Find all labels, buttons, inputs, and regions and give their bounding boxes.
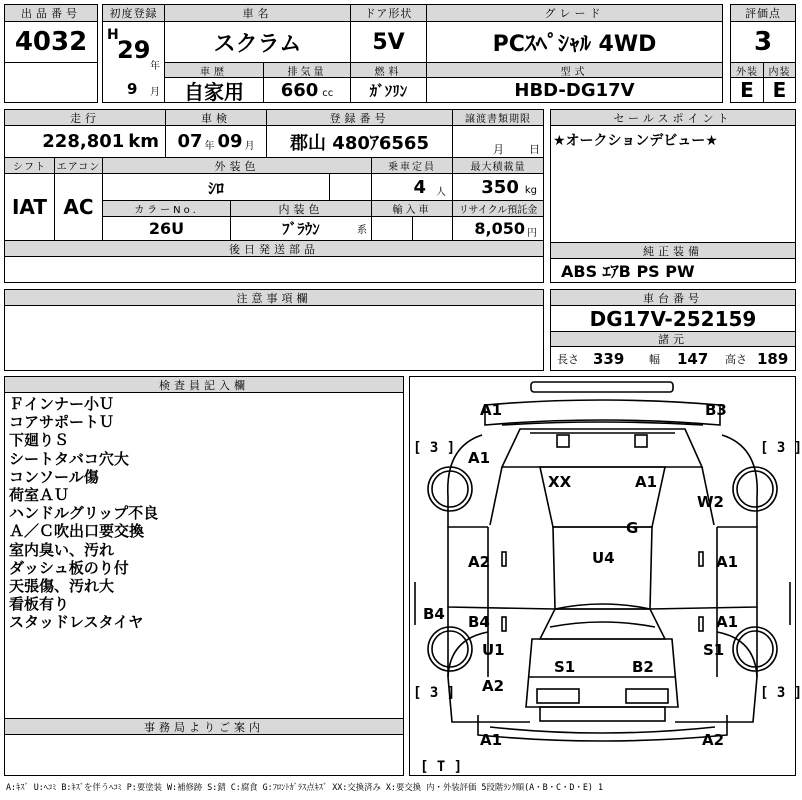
inspector-note: 看板有り — [9, 595, 70, 614]
width-label: 幅 — [649, 353, 660, 366]
tire-fr: [ 3 ] — [760, 440, 802, 456]
mileage-unit: km — [128, 131, 159, 152]
length: 339 — [593, 350, 625, 368]
capacity-label: 乗車定員 — [371, 157, 453, 174]
load-cell — [452, 173, 544, 201]
inspector-note: 天張傷、汚れ大 — [9, 577, 115, 596]
grade-label: グレード — [426, 4, 723, 22]
fuel-label: 燃料 — [350, 62, 427, 78]
car-outline — [410, 377, 795, 775]
dims-cell — [550, 346, 796, 371]
spare-tire: [ T ] — [420, 759, 463, 775]
mark-front-right: B3 — [705, 401, 727, 419]
color-blank — [329, 173, 372, 201]
rear-parts-label: 後日発送部品 — [4, 240, 544, 257]
length-label: 長さ — [557, 353, 579, 366]
caution-cell — [4, 305, 544, 371]
insp-month-unit: 月 — [244, 141, 255, 152]
displacement-cell — [263, 77, 351, 103]
interior-label: 内装 — [763, 62, 796, 78]
import-cell-2 — [412, 216, 453, 241]
dims-label: 諸元 — [550, 331, 796, 347]
mark-fender-fr: W2 — [697, 493, 724, 511]
displacement-unit: cc — [322, 87, 334, 99]
mark-rear-r: A2 — [702, 731, 725, 749]
lot-blank — [4, 62, 98, 103]
chassis-number: DG17V-252159 — [550, 305, 796, 332]
load-unit: kg — [524, 184, 537, 196]
inspector-note: スタッドレスタイヤ — [9, 613, 144, 632]
reg-month-unit: 月 — [150, 87, 160, 98]
color: ｼﾛ — [102, 173, 330, 201]
exterior-label: 外装 — [730, 62, 764, 78]
recycle-unit: 円 — [527, 227, 537, 239]
inspector-note: コアサポートＵ — [9, 413, 115, 432]
history-label: 車歴 — [164, 62, 264, 78]
doors: 5V — [350, 21, 427, 63]
height-label: 高さ — [725, 353, 747, 366]
model-label: 型式 — [426, 62, 723, 78]
displacement: 660 — [280, 79, 319, 101]
capacity-cell — [371, 173, 453, 201]
mark-front-left: A1 — [480, 401, 503, 419]
caution-label: 注意事項欄 — [4, 289, 544, 306]
color-no: 26U — [102, 216, 231, 241]
inspector-note: ハンドルグリップ不良 — [9, 504, 159, 523]
transfer-cell — [452, 125, 544, 158]
inspector-note: 荷室ＡＵ — [9, 486, 70, 505]
plate-label: 登録番号 — [266, 109, 453, 126]
shift: IAT — [4, 173, 55, 241]
mileage-label: 走行 — [4, 109, 166, 126]
load: 350 — [481, 176, 519, 198]
chassis-label: 車台番号 — [550, 289, 796, 306]
interior-score: E — [763, 77, 796, 103]
inspector-notes — [4, 392, 404, 719]
width: 147 — [677, 350, 709, 368]
grade: PCｽﾍﾟｼｬﾙ 4WD — [426, 21, 723, 63]
mark-rear-l: A1 — [480, 731, 503, 749]
inspection-cell — [165, 125, 267, 158]
ac-label: エアコン — [54, 157, 103, 174]
insp-year-unit: 年 — [204, 141, 215, 152]
mark-glass: G — [626, 519, 639, 537]
transfer-label: 譲渡書類期限 — [452, 109, 544, 126]
inspector-note: 下廻りＳ — [9, 431, 70, 450]
mark-quarter-l: A2 — [482, 677, 505, 695]
insp-month: 09 — [217, 131, 243, 152]
inspector-note: コンソール傷 — [9, 467, 99, 486]
import-cell-1 — [371, 216, 413, 241]
transfer-month: 月 — [493, 143, 504, 156]
capacity-unit: 人 — [436, 186, 446, 198]
interior-color-cell — [230, 216, 372, 241]
height: 189 — [757, 350, 789, 368]
first-reg-cell — [102, 21, 165, 103]
score: 3 — [730, 21, 796, 63]
mark-rear-fender-r: S1 — [703, 641, 725, 659]
equipment-label: 純正装備 — [550, 242, 796, 259]
mark-sill-l: B4 — [423, 605, 445, 623]
interior-color: ﾌﾞﾗｳﾝ — [282, 220, 320, 238]
reg-year-unit: 年 — [150, 61, 160, 72]
import-label: 輸入車 — [371, 200, 453, 217]
legend: A:ｷｽﾞ U:ﾍｺﾐ B:ｷｽﾞを伴うﾍｺﾐ P:要塗装 W:補修跡 S:錆 C:腐食 G:ﾌﾛﾝﾄｶﾞﾗｽ点ｷｽﾞ XX:交換済み X:要交換 内・外装評価 5段階ﾗﾝｸ順(A・B・C・D・E) 1 — [6, 782, 604, 792]
inspector-note: ダッシュ板のり付 — [9, 558, 129, 577]
fuel: ｶﾞｿﾘﾝ — [350, 77, 427, 103]
mark-hatch-r: B2 — [632, 658, 654, 676]
inspector-label: 検査員記入欄 — [4, 376, 404, 393]
era: H — [107, 27, 119, 43]
mark-door-fr: A1 — [716, 553, 739, 571]
tire-rl: [ 3 ] — [413, 685, 456, 701]
car-name-label: 車名 — [164, 4, 351, 22]
mark-roof-left: XX — [548, 473, 572, 491]
shift-label: シフト — [4, 157, 55, 174]
reg-year: 29 — [117, 36, 151, 64]
tire-fl: [ 3 ] — [413, 440, 456, 456]
office-label: 事務局よりご案内 — [4, 718, 404, 735]
lot-label: 出品番号 — [4, 4, 98, 22]
plate: 郡山 480ｱ6565 — [266, 125, 453, 158]
mileage: 228,801 — [42, 131, 125, 152]
first-reg-label: 初度登録 — [102, 4, 165, 22]
inspector-note: 室内臭い、汚れ — [9, 540, 115, 559]
insp-year: 07 — [177, 131, 203, 152]
sales-cell — [550, 125, 796, 243]
color-label: 外装色 — [102, 157, 372, 174]
car-diagram — [409, 376, 802, 776]
inspector-note: Ａ／Ｃ吹出口要交換 — [9, 522, 145, 541]
rear-parts-cell — [4, 256, 544, 283]
ac: AC — [54, 173, 103, 241]
car-name: スクラム — [164, 21, 351, 63]
mileage-cell — [4, 125, 166, 158]
sales-text: ★オークションデビュー★ — [553, 133, 718, 149]
score-label: 評価点 — [730, 4, 796, 22]
capacity: 4 — [413, 176, 426, 198]
equipment: ABS ｴｱB PS PW — [550, 258, 796, 283]
inspector-note: シートタバコ穴大 — [9, 449, 129, 468]
mark-door-rl: B4 — [468, 613, 490, 631]
mark-roof-right: A1 — [635, 473, 658, 491]
load-label: 最大積載量 — [452, 157, 544, 174]
inspection-label: 車検 — [165, 109, 267, 126]
history: 自家用 — [164, 77, 264, 103]
model: HBD-DG17V — [426, 77, 723, 103]
mark-door-fl: A2 — [468, 553, 491, 571]
mark-hatch-l: S1 — [554, 658, 576, 676]
color-no-label: カラーNo. — [102, 200, 231, 217]
office-cell — [4, 734, 404, 776]
mark-rear-fender-l: U1 — [482, 641, 505, 659]
mark-roof: U4 — [592, 549, 615, 567]
reg-month: 9 — [127, 80, 138, 98]
tire-rr: [ 3 ] — [760, 685, 802, 701]
doors-label: ドア形状 — [350, 4, 427, 22]
recycle: 8,050 — [474, 219, 525, 238]
mark-door-rr: A1 — [716, 613, 739, 631]
inspector-note: Ｆインナー小Ｕ — [9, 395, 115, 413]
interior-color-suffix: 系 — [357, 225, 367, 236]
exterior-score: E — [730, 77, 764, 103]
recycle-cell — [452, 216, 544, 241]
lot-number: 4032 — [4, 21, 98, 63]
mark-fender-fl: A1 — [468, 449, 491, 467]
interior-color-label: 内装色 — [230, 200, 372, 217]
recycle-label: リサイクル預託金 — [452, 200, 544, 217]
displacement-label: 排気量 — [263, 62, 351, 78]
transfer-day: 日 — [529, 143, 540, 156]
sales-label: セールスポイント — [550, 109, 796, 126]
